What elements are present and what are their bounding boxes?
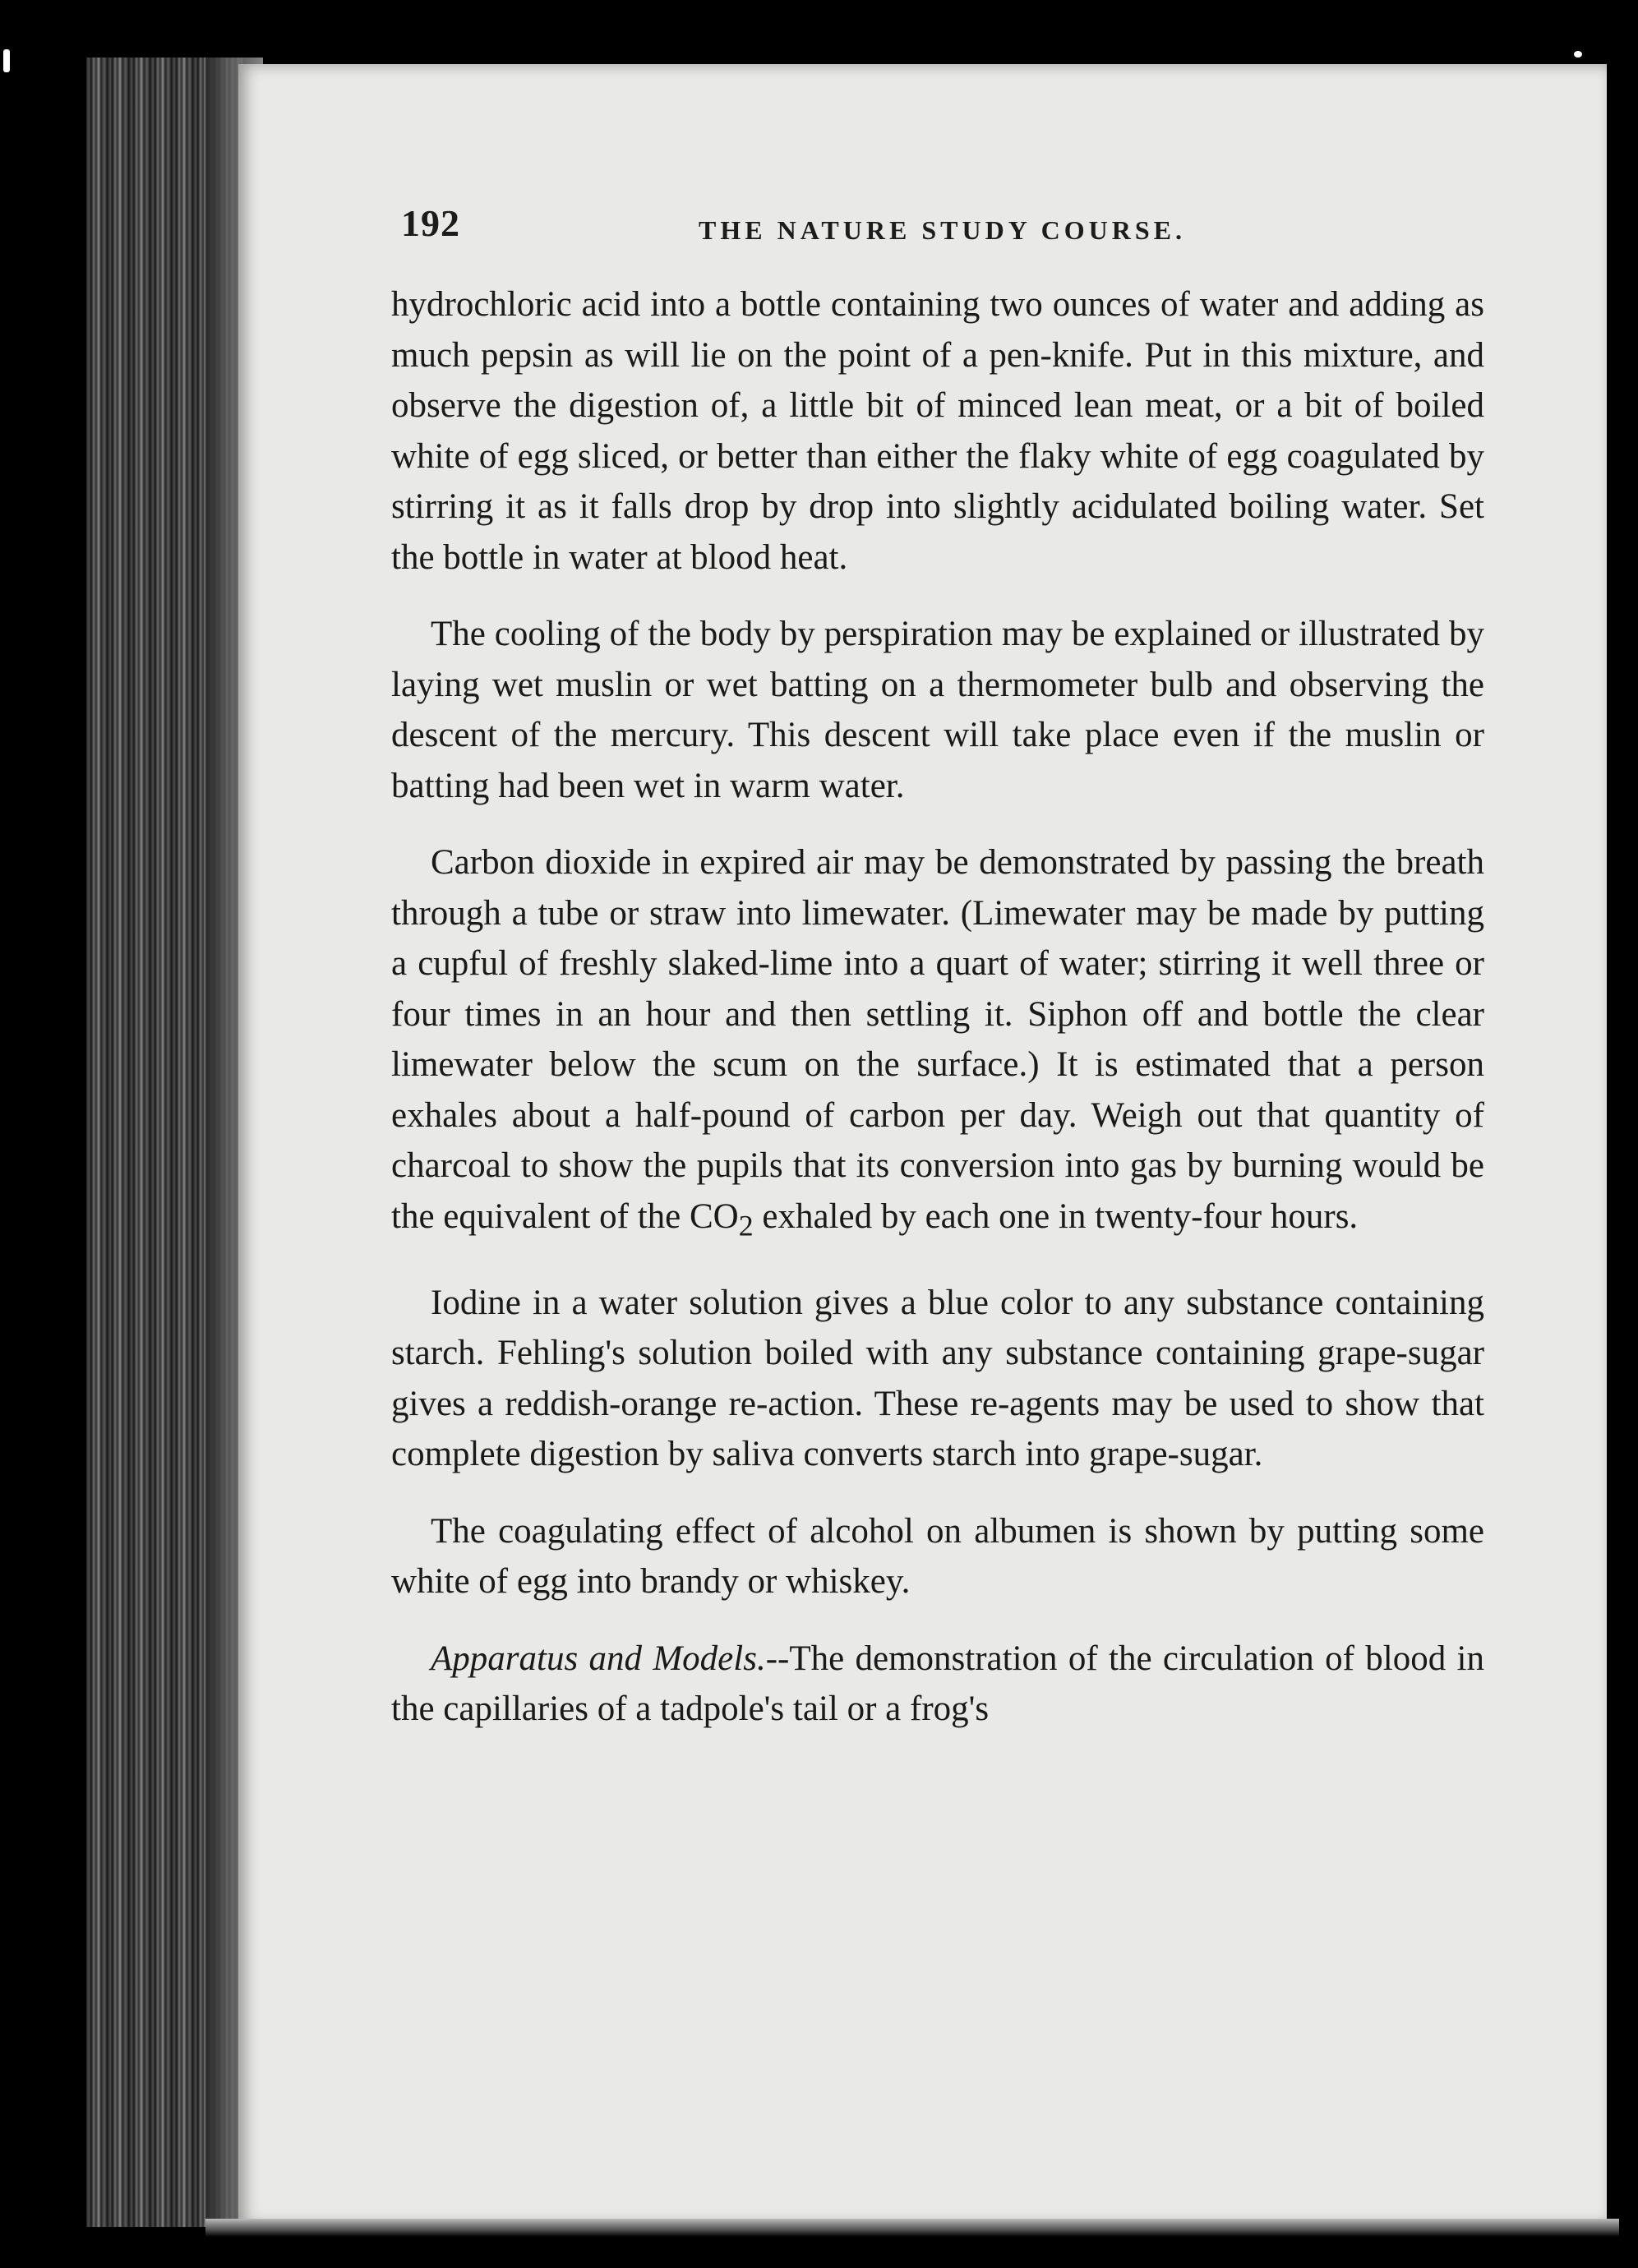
paragraph: The coagulating effect of alcohol on albumen is shown by putting some white of egg into brandy or whiskey. [391, 1511, 1484, 1602]
paragraph [391, 1634, 1484, 1735]
page-number: 192 [401, 202, 460, 244]
paragraph: hydrochloric acid into a bottle containing two ounces of water and adding as much pepsin as will lie on the point of a pen-knife. Put in this mixture, and observe the digestion of, a little bit of minced lean meat, or a bit of boiled white of egg sliced, or better than either the flaky white of egg coagulated by stirring it as it falls drop by drop into slightly acidulated boiling water. Set the bottle in water at blood heat. [391, 285, 1484, 577]
paragraph-text: --The demonstration of the circulation of blood in the capillaries of a tadpole's tail or a frog's [391, 1639, 1484, 1729]
paragraph-text: exhaled by each one in twenty-four hours. [753, 1196, 1359, 1236]
dust-speck [1574, 51, 1582, 58]
page-body [391, 279, 1484, 1761]
paragraph-text: Carbon dioxide in expired air may be demonstrated by passing the breath through a tube or straw into limewater. (Limewater may be made by putting a cupful of freshly slaked-lime into a quart of water; stirring it well three or four times in an hour and then settling it. Siphon off and bottle the clear limewater below the scum on the surface.) It is estimated that a person exhales about a half-pound of carbon per day. Weigh out that quantity of charcoal to show the pupils that its conversion into gas by burning would be the equivalent of the CO [391, 843, 1484, 1236]
dust-speck [3, 49, 10, 72]
running-head: THE NATURE STUDY COURSE. [699, 215, 1186, 245]
page-bottom-edge [205, 2219, 1619, 2237]
italic-heading: Apparatus and Models. [431, 1639, 766, 1678]
paragraph: The cooling of the body by perspiration may be explained or illustrated by laying wet muslin or wet batting on a thermometer bulb and observing the descent of the mercury. This descent will take place even if the muslin or batting had been wet in warm water. [391, 615, 1484, 805]
paragraph [391, 837, 1484, 1252]
subscript: 2 [738, 1209, 754, 1242]
paragraph: Iodine in a water solution gives a blue color to any substance containing starch. Fehling's solution boiled with any substance containing grape-sugar gives a reddish-orange re-action. These re-agents may be used to show that complete digestion by saliva converts starch into grape-sugar. [391, 1283, 1484, 1474]
